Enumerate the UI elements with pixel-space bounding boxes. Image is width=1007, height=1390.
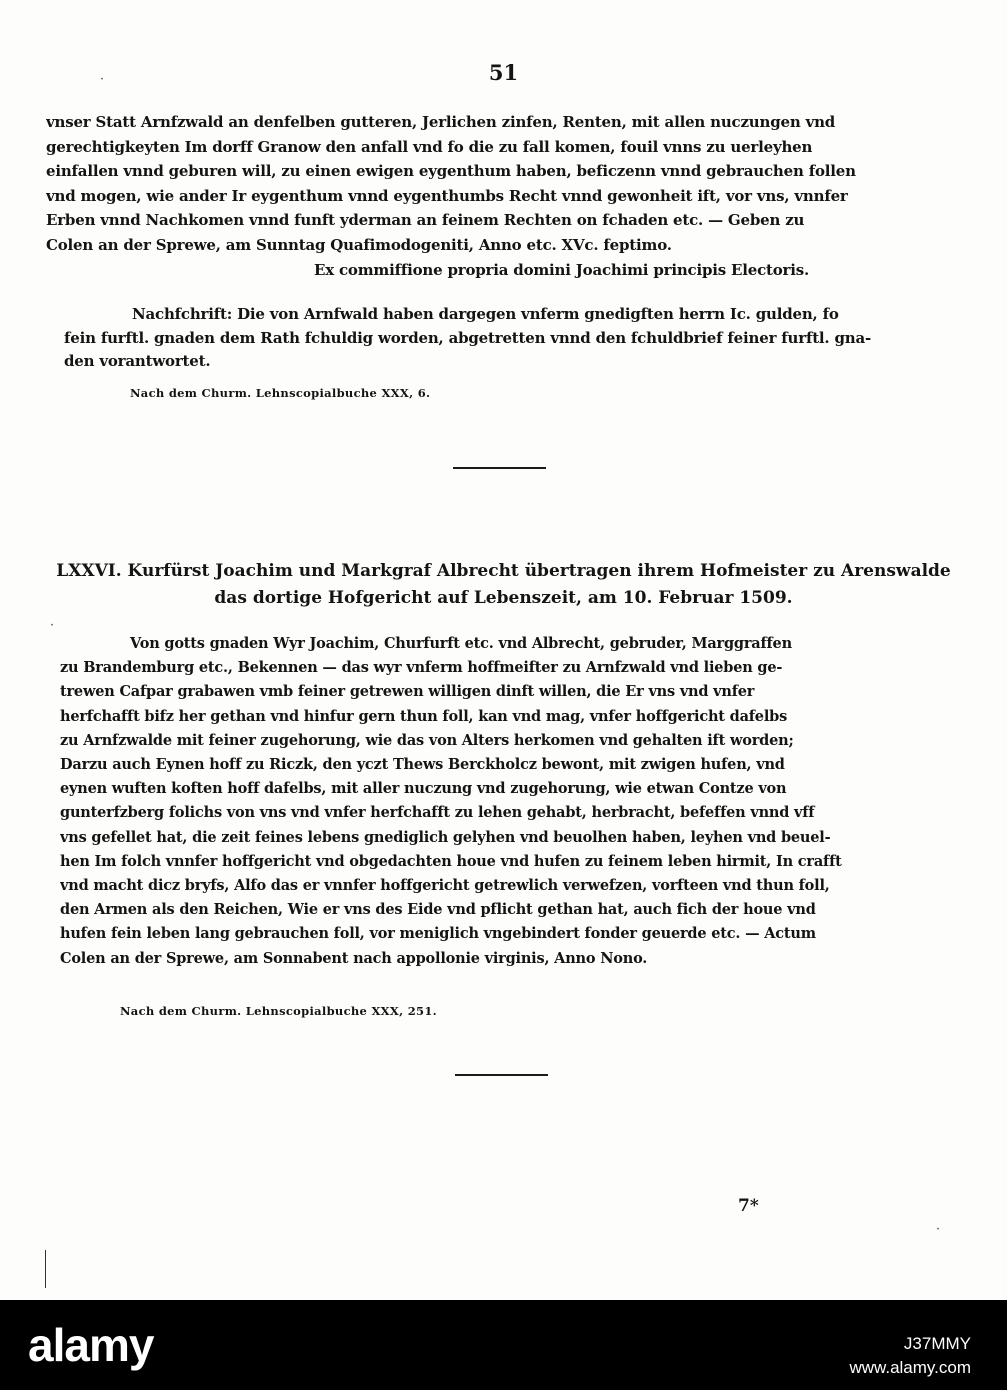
section-divider [455,1074,548,1076]
scan-speck: · [100,72,105,87]
text-line: zu Brandemburg etc., Bekennen — das wyr vnferm hoffmeifter zu Arnfzwald vnd lieben ge- [60,659,783,677]
text-line: fein furftl. gnaden dem Rath fchuldig worden, abgetretten vnnd den fchuldbrief feiner furftl. gna- [64,328,872,347]
source-citation: Nach dem Churm. Lehnscopialbuche XXX, 6. [130,386,431,400]
section-3-text [60,632,946,971]
scan-speck: · [50,618,55,633]
text-line: hufen fein leben lang gebrauchen foll, vor meniglich vngebindert fonder geuerde etc. — Actum [60,925,816,943]
text-line: Colen an der Sprewe, am Sonnabent nach appollonie virginis, Anno Nono. [60,949,648,967]
text-line: Darzu auch Eynen hoff zu Riczk, den yczt Thews Berckholcz bewont, mit zwigen hufen, vnd [60,756,785,774]
text-line: vnd macht dicz bryfs, Alfo das er vnnfer hoffgericht getrewlich verwefzen, vorfteen vnd thun foll, [60,877,830,895]
heading-line-1: LXXVI. Kurfürst Joachim und Markgraf Albrecht übertragen ihrem Hofmeister zu Arenswalde [56,561,951,581]
document-heading [0,558,1007,612]
text-line: Von gotts gnaden Wyr Joachim, Churfurft etc. vnd Albrecht, gebruder, Marggraffen [130,635,792,652]
image-id: J37MMY [903,1334,971,1353]
text-line: vns gefellet hat, die zeit feines lebens gnediglich gelyhen vnd beuolhen haben, leyhen vnd beuel- [60,828,831,846]
page-number: 51 [488,60,519,85]
section-1-text [46,110,948,282]
text-line: vnser Statt Arnfzwald an denfelben gutteren, Jerlichen zinfen, Renten, mit allen nuczungen vnd [46,113,836,131]
text-line: Erben vnnd Nachkomen vnnd funft yderman an feinem Rechten on fchaden etc. — Geben zu [46,211,805,230]
text-line: Colen an der Sprewe, am Sunntag Quafimodogeniti, Anno etc. XVc. feptimo. [46,235,672,254]
text-line: hen Im folch vnnfer hoffgericht vnd obgedachten houe vnd hufen zu feinem leben hirmit, In crafft [60,852,842,870]
heading-line-2: das dortige Hofgericht auf Lebenszeit, am 10. Februar 1509. [214,588,793,608]
scan-speck: · [936,1222,941,1237]
text-line: gunterfzberg folichs von vns vnd vnfer herfchafft zu lehen gehabt, herbracht, befeffen vnnd vff [60,804,815,822]
text-line: trewen Cafpar grabawen vmb feiner getrewen willigen dinft willen, die Er vns vnd vnfer [60,683,755,701]
text-line: Ex commiffione propria domini Joachimi principis Electoris. [314,260,810,279]
text-line: den Armen als den Reichen, Wie er vns des Eide vnd pflicht gethan hat, auch fich der houe vnd [60,901,816,919]
text-line: vnd mogen, wie ander Ir eygenthum vnnd eygenthumbs Recht vnnd gewonheit ift, vor vns, vnnfer [46,186,848,205]
site-url: www.alamy.com [849,1358,971,1377]
brand-logo: alamy [28,1319,154,1371]
section-divider [453,467,546,469]
text-line: einfallen vnnd geburen will, zu einen ewigen eygenthum haben, beficzenn vnnd gebrauchen follen [46,162,856,181]
text-line: Nachfchrift: Die von Arnfwald haben dargegen vnferm gnedigften herrn Ic. gulden, fo [132,305,839,323]
scan-edge-line [45,1250,46,1288]
text-line: gerechtigkeyten Im dorff Granow den anfall vnd fo die zu fall komen, fouil vnns zu uerleyhen [46,137,813,156]
text-line: den vorantwortet. [64,352,211,370]
section-2-text [64,303,946,374]
source-citation: Nach dem Churm. Lehnscopialbuche XXX, 251. [120,1004,437,1018]
text-line: herfchafft bifz her gethan vnd hinfur gern thun foll, kan vnd mag, vnfer hoffgericht dafelbs [60,707,788,725]
signature-mark: 7* [738,1196,759,1216]
text-line: eynen wuften koften hoff dafelbs, mit aller nuczung vnd zugehorung, wie etwan Contze von [60,780,787,798]
text-line: zu Arnfzwalde mit feiner zugehorung, wie das von Alters herkomen vnd gehalten ift worden; [60,731,794,749]
